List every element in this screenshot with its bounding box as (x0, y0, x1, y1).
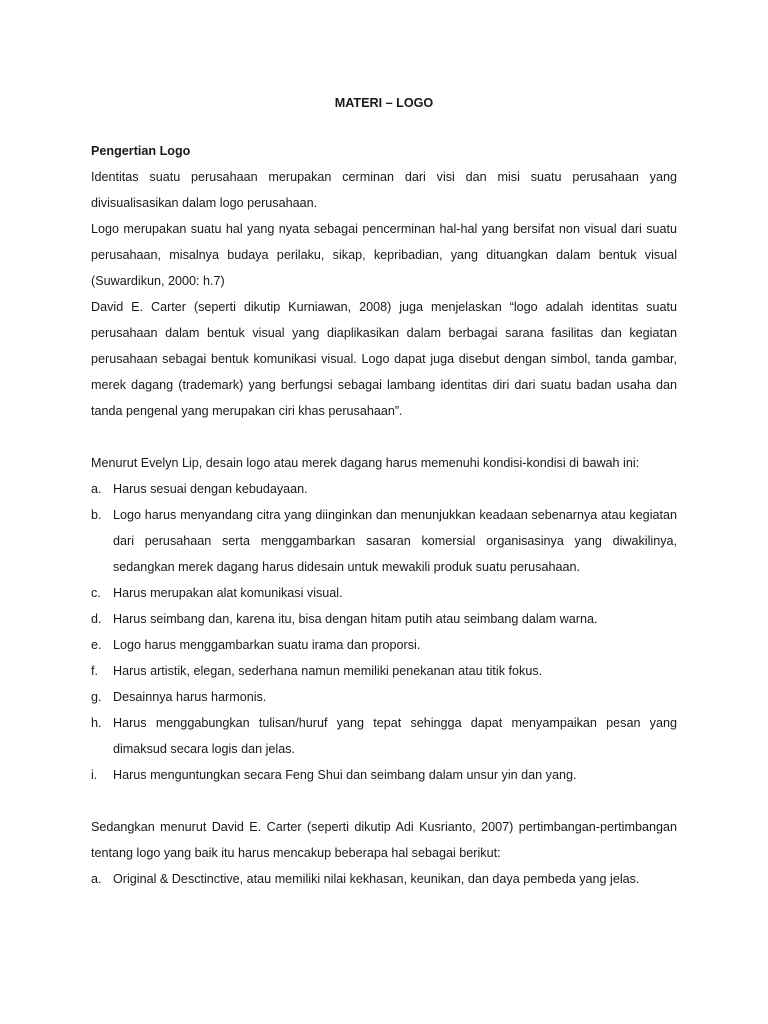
document-page (91, 92, 677, 892)
list-marker: i. (91, 768, 98, 782)
list-item (91, 866, 677, 892)
list-marker: f. (91, 664, 98, 678)
list-item-text: Harus sesuai dengan kebudayaan. (113, 482, 308, 496)
list-item (91, 580, 677, 606)
list-item-text: Harus merupakan alat komunikasi visual. (113, 586, 343, 600)
carter-intro: Sedangkan menurut David E. Carter (seperti dikutip Adi Kusrianto, 2007) pertimbangan-pertimbangan tentang logo yang baik itu harus mencakup beberapa hal sebagai berikut: (91, 820, 677, 860)
paragraph-spacer (91, 788, 677, 814)
list-item (91, 658, 677, 684)
list-marker: a. (91, 872, 102, 886)
list-item-text: Logo harus menyandang citra yang diinginkan dan menunjukkan keadaan sebenarnya atau kegiatan dari perusahaan serta menggambarkan sasaran komersial organisasinya yang diwakilinya, sedangkan merek dagang harus didesain untuk mewakili produk suatu perusahaan. (113, 508, 677, 574)
list-item-text: Harus menggabungkan tulisan/huruf yang tepat sehingga dapat menyampaikan pesan yang dimaksud secara logis dan jelas. (113, 716, 677, 756)
list-marker: h. (91, 716, 102, 730)
list-marker: e. (91, 638, 102, 652)
document-title: MATERI – LOGO (334, 96, 434, 110)
list-item-text: Original & Desctinctive, atau memiliki nilai kekhasan, keunikan, dan daya pembeda yang jelas. (113, 872, 640, 886)
list-item (91, 606, 677, 632)
list-item (91, 476, 677, 502)
list-marker: b. (91, 508, 102, 522)
list-marker: c. (91, 586, 101, 600)
list-item (91, 710, 677, 762)
list-item (91, 632, 677, 658)
paragraph-logo-definition: Logo merupakan suatu hal yang nyata sebagai pencerminan hal-hal yang bersifat non visual dari suatu perusahaan, misalnya budaya perilaku, sikap, kepribadian, yang dituangkan dalam bentuk visual (Suwardikun, 2000: h.7) (91, 222, 677, 288)
carter-criteria-list (91, 866, 677, 892)
list-item-text: Harus seimbang dan, karena itu, bisa dengan hitam putih atau seimbang dalam warna. (113, 612, 598, 626)
list-item-text: Logo harus menggambarkan suatu irama dan proporsi. (113, 638, 421, 652)
list-item (91, 762, 677, 788)
paragraph-spacer (91, 424, 677, 450)
lip-criteria-list (91, 476, 677, 788)
paragraph-carter-quote: David E. Carter (seperti dikutip Kurniawan, 2008) juga menjelaskan “logo adalah identitas suatu perusahaan dalam bentuk visual yang diaplikasikan dalam berbagai sarana fasilitas dan kegiatan perusahaan sebagai bentuk komunikasi visual. Logo dapat juga disebut dengan simbol, tanda gambar, merek dagang (trademark) yang berfungsi sebagai lambang identitas diri dari suatu badan usaha dan tanda pengenal yang merupakan ciri khas perusahaan”. (91, 300, 677, 418)
list-marker: g. (91, 690, 102, 704)
list-marker: a. (91, 482, 102, 496)
list-item (91, 684, 677, 710)
list-marker: d. (91, 612, 102, 626)
list-item-text: Desainnya harus harmonis. (113, 690, 267, 704)
paragraph-identity: Identitas suatu perusahaan merupakan cerminan dari visi dan misi suatu perusahaan yang divisualisasikan dalam logo perusahaan. (91, 170, 677, 210)
list-item (91, 502, 677, 580)
list-item-text: Harus menguntungkan secara Feng Shui dan seimbang dalam unsur yin dan yang. (113, 768, 577, 782)
list-item-text: Harus artistik, elegan, sederhana namun memiliki penekanan atau titik fokus. (113, 664, 543, 678)
section-heading: Pengertian Logo (91, 144, 191, 158)
lip-intro: Menurut Evelyn Lip, desain logo atau merek dagang harus memenuhi kondisi-kondisi di bawah ini: (91, 456, 640, 470)
